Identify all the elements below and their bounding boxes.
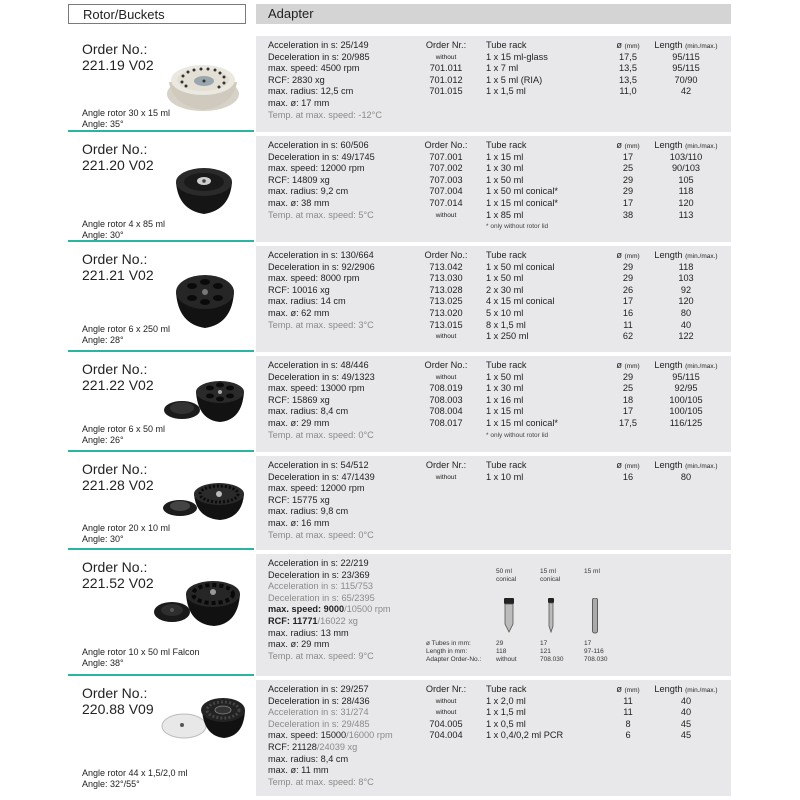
rotor-angle: Angle: 32°/55° bbox=[82, 779, 140, 789]
adapter-panel bbox=[256, 680, 731, 796]
order-number: 221.28 V02 bbox=[82, 477, 154, 493]
order-label: Order No.: bbox=[82, 361, 148, 377]
rotor-specs: Acceleration in s: 130/664 Deceleration in s: 92/2906 max. speed: 8000 rpm RCF: 10016 xg max. radius: 14 cm max. ø: 62 mm Temp. at max. speed: 3°C bbox=[268, 250, 375, 330]
rotor-info bbox=[68, 36, 254, 132]
length-column: Length (min./max.) 118 103 92 120 80 40 122 bbox=[654, 250, 718, 342]
order-number: 221.19 V02 bbox=[82, 57, 154, 73]
adapter-panel bbox=[256, 36, 731, 132]
section-divider bbox=[68, 450, 254, 452]
rotor-info bbox=[68, 456, 254, 550]
tube-rack-column: Tube rack 1 x 15 ml-glass 1 x 7 ml 1 x 5 ml (RIA) 1 x 1,5 ml bbox=[486, 40, 548, 97]
diameter-column: ø (mm) 16 bbox=[616, 460, 640, 482]
black-angle-rotor-with-lid-image bbox=[152, 574, 242, 630]
tube-15ml-conical: 15 ml conical 17 121 708.030 bbox=[540, 568, 564, 663]
rotor-angle: Angle: 26° bbox=[82, 435, 124, 445]
diameter-column: ø (mm) 29 29 26 17 16 11 62 bbox=[616, 250, 640, 342]
rotor-info bbox=[68, 246, 254, 352]
rotor-description: Angle rotor 44 x 1,5/2,0 ml Angle: 32°/55° bbox=[82, 768, 188, 789]
black-angle-rotor-image bbox=[170, 266, 240, 332]
length-column: Length (min./max.) 95/115 95/115 70/90 42 bbox=[654, 40, 718, 97]
rotor-info bbox=[68, 554, 254, 676]
adapter-panel bbox=[256, 246, 731, 352]
footnote: * only without rotor lid bbox=[486, 223, 549, 231]
section-divider bbox=[68, 350, 254, 352]
rotor-description: Angle rotor 30 x 15 ml Angle: 35° bbox=[82, 108, 171, 129]
tube-comparison bbox=[256, 554, 731, 676]
rotor-info bbox=[68, 356, 254, 452]
order-number: 221.20 V02 bbox=[82, 157, 154, 173]
rotor-specs: Acceleration in s: 48/446 Deceleration in s: 49/1323 max. speed: 13000 rpm RCF: 15869 xg max. radius: 8,4 cm max. ø: 29 mm Temp. at max. speed: 0°C bbox=[268, 360, 375, 440]
rotor-angle: Angle: 35° bbox=[82, 119, 124, 129]
tube-rack-column: Tube rack 1 x 10 ml bbox=[486, 460, 527, 482]
rotor-angle: Angle: 38° bbox=[82, 658, 124, 668]
rotor-info bbox=[68, 136, 254, 242]
rotor-description: Angle rotor 6 x 250 ml Angle: 28° bbox=[82, 324, 171, 345]
rotor-angle: Angle: 28° bbox=[82, 335, 124, 345]
order-label: Order No.: bbox=[82, 41, 148, 57]
order-label: Order No.: bbox=[82, 559, 148, 575]
adapter-panel bbox=[256, 356, 731, 452]
black-angle-rotor-image bbox=[160, 374, 246, 426]
rotor-specs: Acceleration in s: 54/512 Deceleration in s: 47/1439 max. speed: 12000 rpm RCF: 15775 xg max. radius: 9,8 cm max. ø: 16 mm Temp. at max. speed: 0°C bbox=[268, 460, 375, 540]
white-angle-rotor-image bbox=[163, 56, 243, 114]
rotor-angle: Angle: 30° bbox=[82, 534, 124, 544]
adapter-panel bbox=[256, 136, 731, 242]
tube-rack-column: Tube rack 1 x 15 ml 1 x 30 ml 1 x 50 ml 1 x 50 ml conical* 1 x 15 ml conical* 1 x 85 ml * only without rotor lid bbox=[486, 140, 606, 233]
diameter-column: ø (mm) 29 25 18 17 17,5 bbox=[616, 360, 640, 428]
rotor-description: Angle rotor 6 x 50 ml Angle: 26° bbox=[82, 424, 166, 445]
section-divider bbox=[68, 548, 254, 550]
length-column: Length (min./max.) 80 bbox=[654, 460, 718, 482]
tube-rack-column: Tube rack 1 x 2,0 ml 1 x 1,5 ml 1 x 0,5 ml 1 x 0,4/0,2 ml PCR bbox=[486, 684, 564, 741]
adapter-order-column: Order Nr.: without bbox=[425, 460, 467, 481]
conical-50ml-tube-icon bbox=[502, 598, 516, 634]
rotor-section-221-22 bbox=[68, 356, 731, 452]
adapter-order-column: Order Nr.: without 701.011 701.012 701.015 bbox=[425, 40, 467, 97]
order-label: Order No.: bbox=[82, 685, 148, 701]
black-micro-rotor-with-lid-image bbox=[160, 692, 246, 746]
adapter-panel bbox=[256, 456, 731, 550]
tube-labels: ø Tubes in mm: Length in mm: Adapter Order-No.: bbox=[426, 640, 482, 663]
rotor-section-221-20 bbox=[68, 136, 731, 242]
order-number: 221.21 V02 bbox=[82, 267, 154, 283]
adapter-order-column: Order No.: 707.001 707.002 707.003 707.004 707.014 without bbox=[424, 140, 468, 219]
adapter-panel bbox=[256, 554, 731, 676]
length-column: Length (min./max.) 95/115 92/95 100/105 100/105 116/125 bbox=[654, 360, 718, 428]
tube-50ml-conical: 50 ml conical 29 118 without bbox=[496, 568, 517, 663]
tube-rack-column: Tube rack 1 x 50 ml conical 1 x 50 ml 2 x 30 ml 4 x 15 ml conical 5 x 10 ml 8 x 1,5 ml 1 x 250 ml bbox=[486, 250, 555, 342]
footnote: * only without rotor lid bbox=[486, 431, 549, 439]
rotor-section-221-28 bbox=[68, 456, 731, 550]
diameter-column: ø (mm) 17,5 13,5 13,5 11,0 bbox=[616, 40, 640, 97]
section-divider bbox=[68, 674, 254, 676]
tube-15ml: 15 ml 17 97-116 708.030 bbox=[584, 568, 608, 663]
order-number: 221.52 V02 bbox=[82, 575, 154, 591]
rotor-description: Angle rotor 10 x 50 ml Falcon Angle: 38° bbox=[82, 647, 200, 668]
adapter-order-column: Order No.: without 708.019 708.003 708.004 708.017 bbox=[424, 360, 468, 428]
round-15ml-tube-icon bbox=[590, 598, 600, 634]
rotor-angle: Angle: 30° bbox=[82, 230, 124, 240]
length-column: Length (min./max.) 40 40 45 45 bbox=[654, 684, 718, 741]
order-label: Order No.: bbox=[82, 141, 148, 157]
rotor-buckets-header: Rotor/Buckets bbox=[68, 4, 246, 24]
rotor-section-220-88 bbox=[68, 680, 731, 796]
rotor-description: Angle rotor 20 x 10 ml Angle: 30° bbox=[82, 523, 171, 544]
section-divider bbox=[68, 240, 254, 242]
rotor-specs: Acceleration in s: 29/257 Deceleration in s: 28/436 Acceleration in s: 31/274 Deceleration in s: 29/485 max. speed: 15000/16000 rpm RCF: 21128/24039 xg max. radius: 8,4 cm max. ø: 11 mm Temp. at max. speed: 8°C bbox=[268, 684, 393, 787]
diameter-column: ø (mm) 11 11 8 6 bbox=[616, 684, 640, 741]
length-column: Length (min./max.) 103/110 90/103 105 118 120 113 bbox=[654, 140, 718, 220]
diameter-column: ø (mm) 17 25 29 29 17 38 bbox=[616, 140, 640, 220]
order-label: Order No.: bbox=[82, 461, 148, 477]
adapter-header: Adapter bbox=[256, 4, 731, 24]
black-angle-rotor-image bbox=[170, 158, 238, 218]
tube-rack-column: Tube rack 1 x 50 ml 1 x 30 ml 1 x 16 ml 1 x 15 ml 1 x 15 ml conical* * only without rotor lid bbox=[486, 360, 606, 441]
rotor-section-221-52 bbox=[68, 554, 731, 676]
section-divider bbox=[68, 130, 254, 132]
rotor-specs: Acceleration in s: 22/219 Deceleration in s: 23/369 Acceleration in s: 115/753 Deceleration in s: 65/2395 max. speed: 9000/10500 rpm RCF: 11771/16022 xg max. radius: 13 mm max. ø: 29 mm Temp. at max. speed: 9°C bbox=[268, 558, 391, 661]
rotor-section-221-19 bbox=[68, 36, 731, 132]
rotor-info bbox=[68, 680, 254, 796]
rotor-specs: Acceleration in s: 60/506 Deceleration in s: 49/1745 max. speed: 12000 rpm RCF: 14809 xg max. radius: 9,2 cm max. ø: 38 mm Temp. at max. speed: 5°C bbox=[268, 140, 375, 220]
rotor-description: Angle rotor 4 x 85 ml Angle: 30° bbox=[82, 219, 166, 240]
conical-15ml-tube-icon bbox=[546, 598, 556, 634]
black-angle-rotor-image bbox=[160, 478, 246, 522]
order-number: 220.88 V09 bbox=[82, 701, 154, 717]
rotor-section-221-21 bbox=[68, 246, 731, 352]
rotor-specs: Acceleration in s: 25/149 Deceleration in s: 20/985 max. speed: 4500 rpm RCF: 2830 xg max. radius: 12,5 cm max. ø: 17 mm Temp. at max. speed: -12°C bbox=[268, 40, 382, 120]
order-label: Order No.: bbox=[82, 251, 148, 267]
adapter-order-column: Order Nr.: without without 704.005 704.004 bbox=[425, 684, 467, 741]
adapter-order-column: Order No.: 713.042 713.030 713.028 713.025 713.020 713.015 without bbox=[424, 250, 468, 341]
order-number: 221.22 V02 bbox=[82, 377, 154, 393]
